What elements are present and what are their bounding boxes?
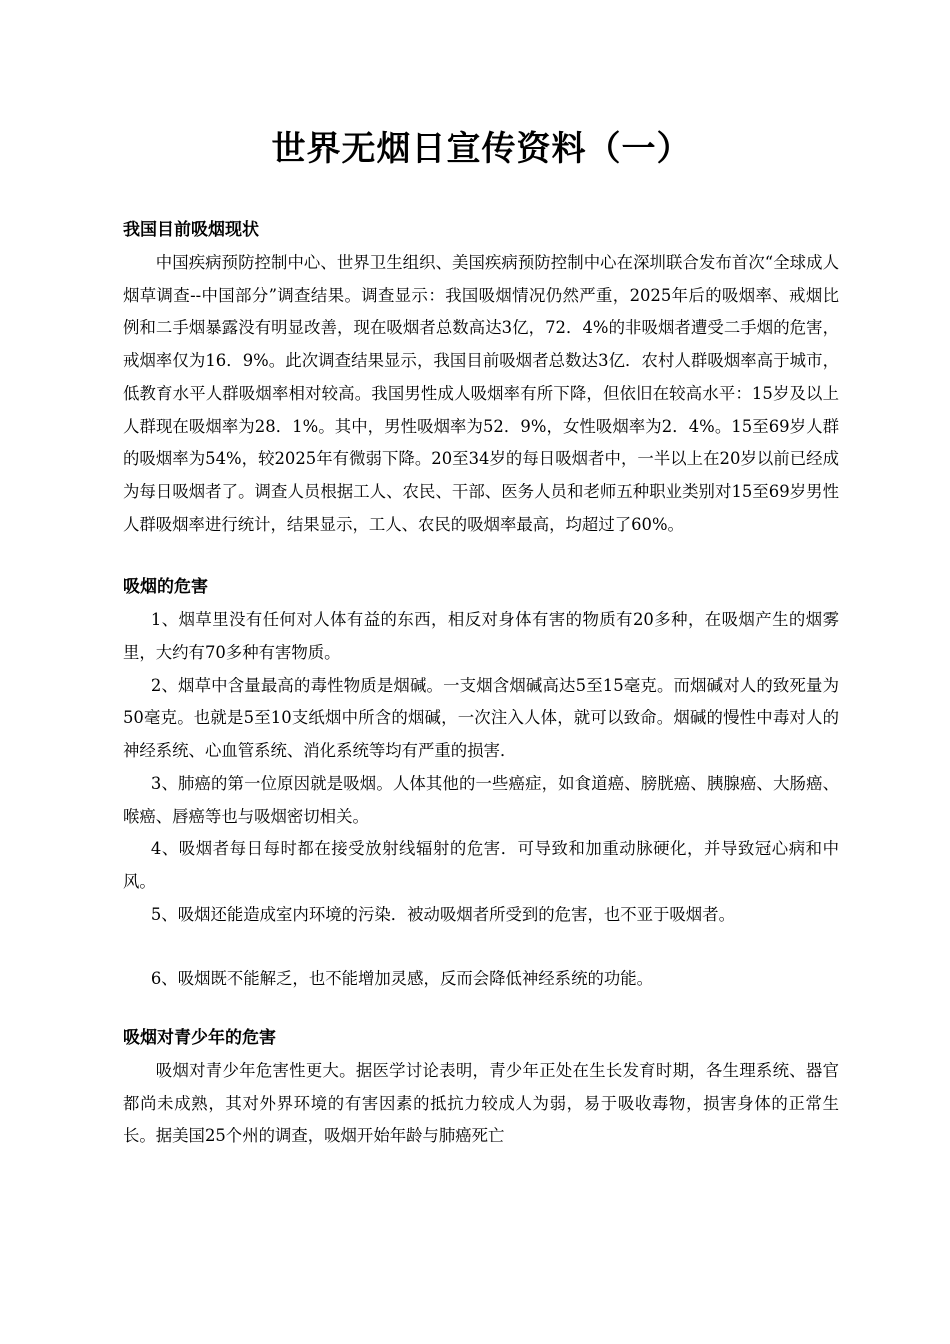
section-heading-youth: 吸烟对青少年的危害 <box>123 1028 276 1049</box>
harm-item-1: 1、烟草里没有任何对人体有益的东西，相反对身体有害的物质有20多种，在吸烟产生的烟雾里，大约有70多种有害物质。 <box>123 610 839 663</box>
harm-item-5: 5、吸烟还能造成室内环境的污染．被动吸烟者所受到的危害，也不亚于吸烟者。 <box>150 904 735 924</box>
youth-paragraph: 吸烟对青少年危害性更大。据医学讨论表明，青少年正处在生长发育时期，各生理系统、器官都尚未成熟，其对外界环境的有害因素的抵抗力较成人为弱，易于吸收毒物，损害身体的正常生长。据美国25个州的调查，吸烟开始年龄与肺癌死亡 <box>123 1061 839 1146</box>
status-paragraph: 中国疾病预防控制中心、世界卫生组织、美国疾病预防控制中心在深圳联合发布首次“全球成人烟草调查--中国部分”调查结果。调查显示：我国吸烟情况仍然严重，2025年后的吸烟率、戒烟比例和二手烟暴露没有明显改善，现在吸烟者总数高达3亿，72．4%的非吸烟者遭受二手烟的危害，戒烟率仅为16．9%。此次调查结果显示，我国目前吸烟者总数达3亿．农村人群吸烟率高于城市，低教育水平人群吸烟率相对较高。我国男性成人吸烟率有所下降，但依旧在较高水平：15岁及以上人群现在吸烟率为28．1%。其中，男性吸烟率为52．9%，女性吸烟率为2．4%。15至69岁人群的吸烟率为54%，较2025年有微弱下降。20至34岁的每日吸烟者中，一半以上在20岁以前已经成为每日吸烟者了。调查人员根据工人、农民、干部、医务人员和老师五种职业类别对15至69岁男性人群吸烟率进行统计，结果显示，工人、农民的吸烟率最高，均超过了60%。 <box>123 253 839 534</box>
document-title: 世界无烟日宣传资料（一） <box>271 129 692 169</box>
harm-item-2: 2、烟草中含量最高的毒性物质是烟碱。一支烟含烟碱高达5至15毫克。而烟碱对人的致死量为50毫克。也就是5至10支纸烟中所含的烟碱，一次注入人体，就可以致命。烟碱的慢性中毒对人的神经系统、心血管系统、消化系统等均有严重的损害． <box>123 675 839 761</box>
section-smoking-status <box>123 214 839 541</box>
section-gap <box>123 996 839 1022</box>
harm-item-6: 6、吸烟既不能解乏，也不能增加灵感，反而会降低神经系统的功能。 <box>150 969 654 989</box>
section-youth-harm <box>123 1022 839 1153</box>
section-heading-harm: 吸烟的危害 <box>123 577 208 598</box>
section-heading-status: 我国目前吸烟现状 <box>123 220 259 240</box>
document-body <box>123 214 839 1153</box>
harm-item-4: 4、吸烟者每日每时都在接受放射线辐射的危害．可导致和加重动脉硬化，并导致冠心病和中风。 <box>123 839 839 891</box>
section-gap <box>123 541 839 571</box>
harm-item-3: 3、肺癌的第一位原因就是吸烟。人体其他的一些癌症，如食道癌、膀胱癌、胰腺癌、大肠癌、喉癌、唇癌等也与吸烟密切相关。 <box>123 773 839 826</box>
section-smoking-harm <box>123 571 839 996</box>
item-gap <box>123 931 839 963</box>
